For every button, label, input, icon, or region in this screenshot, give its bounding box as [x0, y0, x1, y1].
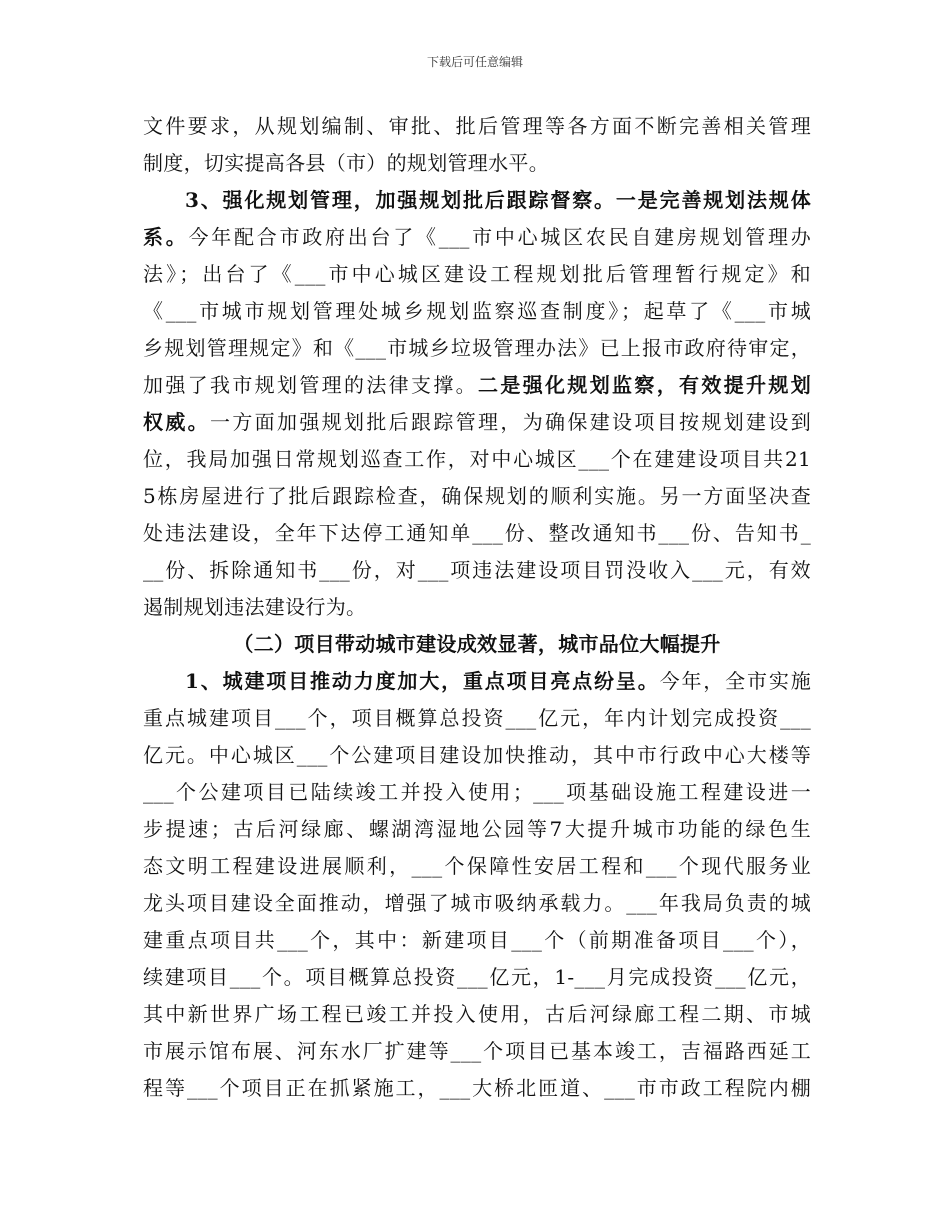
text-line: 处违法建设，全年下达停工通知单___份、整改通知书___份、告知书_	[143, 521, 811, 545]
section-heading: 3、强化规划管理，加强规划批后跟踪督察。一是完善规划法规体	[185, 188, 811, 212]
text-line: 乡规划管理规定》和《___市城乡垃圾管理办法》已上报市政府待审定，	[143, 336, 811, 360]
text-line: __份、拆除通知书___份，对___项违法建设项目罚没收入___元，有效	[143, 558, 811, 582]
text-span: 今年配合市政府出台了《___市中心城区农民自建房规划管理办	[188, 225, 811, 249]
text-line: 态文明工程建设进展顺利，___个保障性安居工程和___个现代服务业	[143, 854, 811, 878]
text-line	[143, 219, 811, 256]
text-line: ___个公建项目已陆续竣工并投入使用；___项基础设施工程建设进一	[143, 780, 811, 804]
text-line	[143, 404, 811, 441]
document-body	[143, 108, 811, 1107]
text-line: 亿元。中心城区___个公建项目建设加快推动，其中市行政中心大楼等	[143, 743, 811, 767]
text-line: 续建项目___个。项目概算总投资___亿元，1-___月完成投资___亿元，	[143, 965, 811, 989]
text-span: 一方面加强规划批后跟踪管理，为确保建设项目按规划建设到	[210, 410, 811, 434]
page-header: 下载后可任意编辑	[426, 55, 523, 69]
text-line: 龙头项目建设全面推动，增强了城市吸纳承载力。___年我局负责的城	[143, 891, 811, 915]
text-line	[143, 626, 811, 663]
text-line: 文件要求，从规划编制、审批、批后管理等各方面不断完善相关管理	[143, 114, 811, 138]
text-line: 遏制规划违法建设行为。	[143, 595, 367, 619]
text-line: 建重点项目共___个，其中：新建项目___个（前期准备项目___个），	[143, 928, 811, 952]
text-span: 今年，全市实施	[659, 669, 811, 693]
section-heading: （二）项目带动城市建设成效显著，城市品位大幅提升	[233, 632, 721, 656]
text-span: 加强了我市规划管理的法律支撑。	[143, 373, 479, 397]
bold-phrase: 系。	[143, 225, 189, 249]
text-line: 5栋房屋进行了批后跟踪检查，确保规划的顺利实施。另一方面坚决查	[143, 484, 811, 508]
text-line: 步提速；古后河绿廊、螺湖湾湿地公园等7大提升城市功能的绿色生	[143, 817, 811, 841]
text-line: 其中新世界广场工程已竣工并投入使用，古后河绿廊工程二期、市城	[143, 1002, 811, 1026]
text-line: 重点城建项目___个，项目概算总投资___亿元，年内计划完成投资___	[143, 706, 811, 730]
bold-phrase: 权威。	[143, 410, 211, 434]
text-line: 《___市城市规划管理处城乡规划监察巡查制度》；起草了《___市城	[143, 299, 811, 323]
bold-phrase: 二是强化规划监察，有效提升规划	[478, 373, 811, 397]
text-line	[143, 182, 811, 219]
text-line: 法》；出台了《___市中心城区建设工程规划批后管理暂行规定》和	[143, 262, 811, 286]
text-line: 市展示馆布展、河东水厂扩建等___个项目已基本竣工，吉福路西延工	[143, 1039, 811, 1063]
text-line	[143, 663, 811, 700]
text-line	[143, 367, 811, 404]
text-line: 位，我局加强日常规划巡查工作，对中心城区___个在建建设项目共21	[143, 447, 811, 471]
text-line: 制度，切实提高各县（市）的规划管理水平。	[143, 151, 549, 175]
section-heading: 1、城建项目推动力度加大，重点项目亮点纷呈。	[185, 669, 660, 693]
text-line: 程等___个项目正在抓紧施工，___大桥北匝道、___市市政工程院内棚	[143, 1076, 811, 1100]
